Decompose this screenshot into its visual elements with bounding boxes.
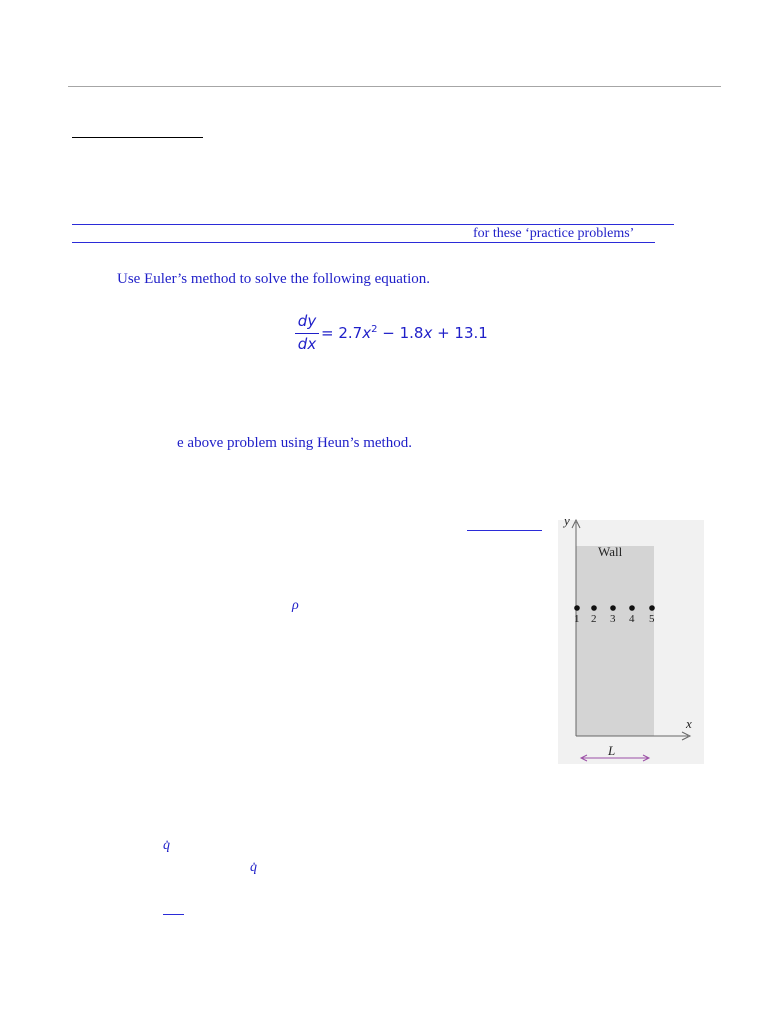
underline-4 xyxy=(163,914,184,915)
rhs-constant: + 13.1 xyxy=(432,324,488,342)
node-label-4: 4 xyxy=(629,613,635,625)
underline-2 xyxy=(72,242,655,243)
node-1 xyxy=(574,605,580,611)
rhs-coef-1: = 2.7 xyxy=(321,324,363,342)
wall-label: Wall xyxy=(598,544,623,559)
node-2 xyxy=(591,605,597,611)
underline-3 xyxy=(467,530,542,531)
title-underline xyxy=(72,137,203,138)
wall-rect xyxy=(576,546,654,736)
x-axis-label: x xyxy=(686,716,692,731)
node-label-3: 3 xyxy=(610,613,616,625)
rhs-var-1: x xyxy=(362,324,372,342)
rhs-exponent: 2 xyxy=(371,324,378,335)
header-rule xyxy=(68,86,721,87)
fraction-numerator: dy xyxy=(297,312,317,330)
heun-problem-text: e above problem using Heun’s method. xyxy=(177,435,412,451)
equation-rhs xyxy=(321,324,488,342)
node-label-1: 1 xyxy=(574,613,580,625)
rho-symbol: ρ xyxy=(292,598,299,613)
node-3 xyxy=(610,605,616,611)
fraction-bar xyxy=(295,333,319,334)
rhs-coef-2: − 1.8 xyxy=(377,324,424,342)
y-axis-label: y xyxy=(564,513,570,528)
euler-problem-text: Use Euler’s method to solve the following equation. xyxy=(117,271,431,287)
rhs-var-2: x xyxy=(423,324,433,342)
qdot-symbol-2: q̇ xyxy=(250,860,257,875)
practice-problems-note: for these ‘practice problems’ xyxy=(473,226,635,241)
node-label-5: 5 xyxy=(649,613,655,625)
node-5 xyxy=(649,605,655,611)
node-label-2: 2 xyxy=(591,613,597,625)
length-label: L xyxy=(608,743,616,758)
underline-1 xyxy=(72,224,674,225)
wall-figure xyxy=(556,514,704,764)
node-4 xyxy=(629,605,635,611)
qdot-symbol-1: q̇ xyxy=(163,838,170,853)
fraction-denominator: dx xyxy=(297,335,317,353)
